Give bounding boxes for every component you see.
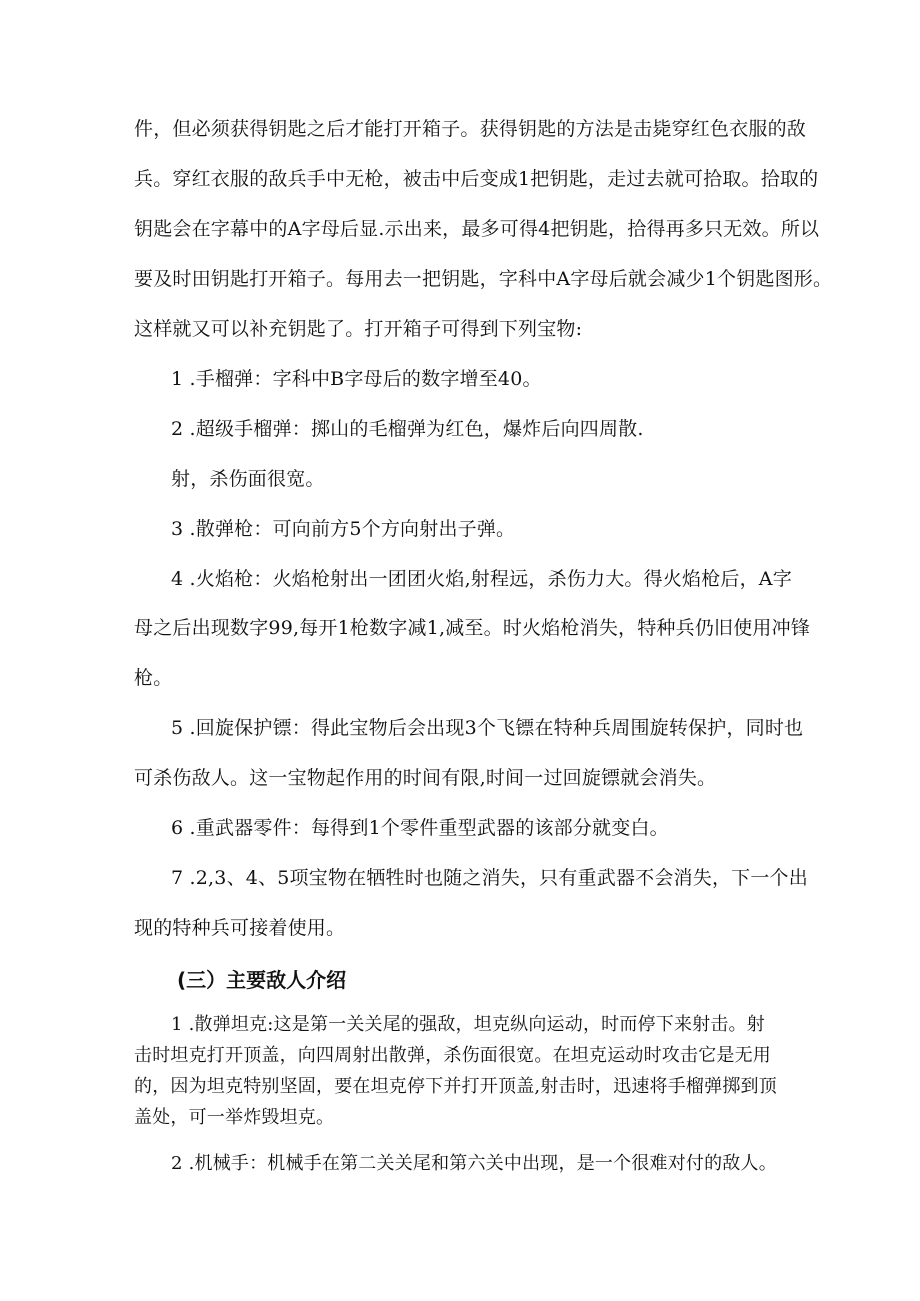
body-line: 件，但必须获得钥匙之后才能打开箱子。获得钥匙的方法是击毙穿红色衣服的敌 [134, 118, 807, 140]
enemy-item-1-continued: 的，因为坦克特别坚固，要在坦克停下并打开顶盖,射击时，迅速将手榴弹掷到顶 [134, 1076, 777, 1097]
body-line: 要及时田钥匙打开箱子。每用去一把钥匙，字科中A字母后就会减少1个钥匙图形。 [134, 268, 833, 290]
treasure-item-4-continued: 枪。 [134, 667, 173, 689]
treasure-item-4: 4 .火焰枪：火焰枪射出一团团火焰,射程远，杀伤力大。得火焰枪后，A字 [171, 568, 792, 590]
treasure-item-6: 6 .重武器零件：每得到1个零件重型武器的该部分就变白。 [171, 817, 669, 839]
treasure-item-3: 3 .散弹枪：可向前方5个方向射出子弹。 [171, 518, 516, 540]
treasure-item-2: 2 .超级手榴弹：掷山的毛榴弹为红色，爆炸后向四周散. [171, 418, 644, 440]
enemy-item-1-continued: 盖处，可一举炸毁坦克。 [134, 1107, 335, 1128]
enemy-item-1: 1 .散弹坦克:这是第一关关尾的强敌，坦克纵向运动，时而停下来射击。射 [171, 1014, 765, 1035]
enemy-item-2: 2 .机械手：机械手在第二关关尾和第六关中出现，是一个很难对付的敌人。 [171, 1153, 777, 1174]
body-line: 这样就又可以补充钥匙了。打开箱子可得到下列宝物: [134, 318, 583, 340]
treasure-item-5-continued: 可杀伤敌人。这一宝物起作用的时间有限,时间一过回旋镖就会消失。 [134, 767, 717, 789]
body-line: 兵。穿红衣服的敌兵手中无枪，被击中后变成1把钥匙，走过去就可拾取。拾取的 [134, 168, 819, 190]
treasure-item-5: 5 .回旋保护镖：得此宝物后会出现3个飞镖在特种兵周围旋转保护，同时也 [171, 717, 804, 739]
treasure-item-4-continued: 母之后出现数字99,每开1枪数字减1,减至。时火焰枪消失，特种兵仍旧使用冲锋 [134, 617, 811, 639]
treasure-item-1: 1 .手榴弹：字科中B字母后的数字增至40。 [171, 368, 542, 390]
treasure-item-7-continued: 现的特种兵可接着使用。 [134, 917, 346, 939]
treasure-item-2-continued: 射，杀伤面很宽。 [171, 468, 325, 490]
section-heading: (三）主要敌人介绍 [177, 968, 347, 992]
body-line: 钥匙会在字幕中的A字母后显.示出来，最多可得4把钥匙，拾得再多只无效。所以 [134, 218, 820, 240]
treasure-item-7: 7 .2,3、4、5项宝物在牺牲时也随之消失，只有重武器不会消失，下一个出 [171, 867, 808, 889]
enemy-item-1-continued: 击时坦克打开顶盖，向四周射出散弹，杀伤面很宽。在坦克运动时攻击它是无用 [134, 1045, 771, 1066]
